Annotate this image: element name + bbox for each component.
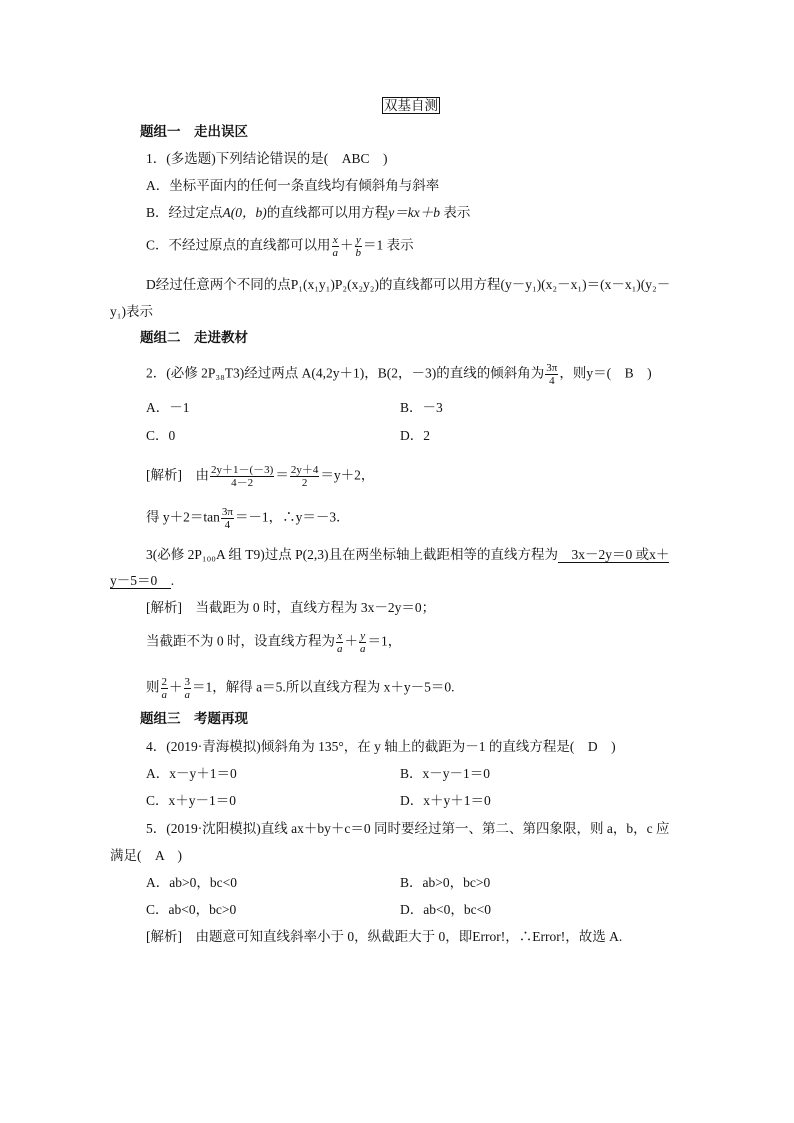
q1-stem: 1．(多选题)下列结论错误的是( ABC ) [146, 151, 388, 166]
q5-solution [146, 928, 622, 946]
q1-option-b [146, 204, 470, 222]
q3-jiexi-label: [解析] [146, 600, 182, 615]
q3-solution-line3 [146, 676, 455, 701]
q3-solution-line1 [146, 599, 435, 617]
q3-sol1: 当截距为 0 时，直线方程为 3x－2y＝0； [195, 600, 436, 615]
q2-sol2-frac: $\frac{3\pi}{4}$ [221, 506, 233, 531]
q4-stem: 4．(2019·青海模拟)倾斜角为 135°，在 y 轴上的截距为－1 的直线方程是( D ) [146, 739, 616, 754]
q1-b-equation: y＝kx＋b [388, 205, 440, 220]
q3-sol2-pre: 当截距不为 0 时，设直线方程为 [146, 633, 335, 649]
q1-b-post: 表示 [443, 205, 471, 220]
q2-sol1-eq: ＝ [275, 467, 289, 483]
q1-option-a: A．坐标平面内的任何一条直线均有倾斜角与斜率 [146, 178, 440, 193]
q2-jiexi-label: [解析] [146, 467, 182, 483]
group3-title: 题组三 考题再现 [140, 711, 248, 726]
q3-answer-part1: 3x－2y＝0 或x＋ [558, 547, 670, 562]
q2-stem [146, 362, 652, 387]
q4-option-b: B．x－y－1＝0 [400, 766, 491, 781]
q2-option-b: B．－3 [400, 400, 443, 415]
q3-stem-line1 [146, 546, 669, 564]
q2-sol1-frac2: $\frac{2y+4}{2}$ [290, 464, 319, 489]
q2-stem-pre: 2．(必修 2P₃₈T3)经过两点 A(4,2y＋1)，B(2，－3)的直线的倾斜角为 [146, 365, 545, 381]
q5-jiexi-label: [解析] [146, 929, 182, 944]
q2-option-a: A．－1 [146, 400, 190, 415]
q3-solution-line2 [146, 630, 401, 655]
q3-sol3-plus: ＋ [169, 679, 183, 695]
q1-option-d-line1: D经过任意两个不同的点P₁(x₁y₁)P₂(x₂y₂)的直线都可以用方程(y－y₁)(x₂－x₁)＝(x－x₁)(y₂－ [146, 277, 671, 292]
q3-sol2-post: ＝1， [367, 633, 402, 649]
q3-answer-part2: y－5＝0 [110, 573, 171, 588]
q3-sol3-post: ＝1，解得 a＝5.所以直线方程为 x＋y－5＝0. [192, 679, 455, 695]
q4-option-d: D．x＋y＋1＝0 [400, 793, 491, 808]
q2-angle-frac: $\frac{3\pi}{4}$ [546, 362, 558, 387]
q5-option-d: D．ab<0，bc<0 [400, 902, 491, 917]
q2-sol1-post: ＝y＋2， [320, 467, 375, 483]
q1-c-pre: C．不经过原点的直线都可以用 [146, 237, 331, 253]
q3-stem-line2 [110, 572, 174, 590]
q3-sol3-frac2: $\frac{3}{a}$ [184, 676, 190, 701]
q2-sol1-frac1: $\frac{2y+1-(-3)}{4-2}$ [211, 464, 274, 489]
q1-c-frac-x-a: $\frac{x}{a}$ [332, 234, 339, 259]
q3-sol2-frac2: $\frac{y}{a}$ [360, 630, 366, 655]
q1-b-point: A(0，b) [222, 205, 267, 220]
q1-option-c: C．不经过原点的直线都可以用 $\frac{x}{a}$ ＋ $\frac{y}{b}$ ＝1 表示 [146, 234, 414, 259]
q2-sol1-pre: 由 [195, 467, 209, 483]
q5-option-c: C．ab<0，bc>0 [146, 902, 237, 917]
q3-sol2-frac1: $\frac{x}{a}$ [337, 630, 343, 655]
group2-title: 题组二 走进教材 [140, 330, 248, 345]
q3-sol3-pre: 则 [146, 679, 160, 695]
q4-option-c: C．x＋y－1＝0 [146, 793, 237, 808]
q4-option-a: A．x－y＋1＝0 [146, 766, 237, 781]
q2-stem-post: ，则y＝( B ) [559, 365, 652, 381]
q2-sol2-pre: 得 y＋2＝tan [146, 509, 220, 525]
q3-sol3-frac1: $\frac{2}{a}$ [161, 676, 167, 701]
q3-stem-pre: 3(必修 2P₁₀₀A 组 T9)过点 P(2,3)且在两坐标轴上截距相等的直线方程为 [146, 547, 558, 562]
q1-c-post: ＝1 表示 [363, 237, 414, 253]
q2-solution-line2 [146, 506, 350, 531]
group1-title: 题组一 走出误区 [140, 124, 248, 139]
q3-sol2-plus: ＋ [344, 633, 358, 649]
q3-stem-end: . [170, 573, 175, 588]
q5-stem-line1: 5．(2019·沈阳模拟)直线 ax＋by＋c＝0 同时要经过第一、第二、第四象限，则 a，b，c 应 [146, 821, 670, 836]
q2-option-c: C．0 [146, 428, 176, 443]
section-heading-text: 双基自测 [384, 98, 438, 113]
q2-sol2-post: ＝－1，∴y＝－3． [234, 509, 350, 525]
q5-stem-line2: 满足( A ) [110, 848, 182, 863]
q5-option-a: A．ab>0，bc<0 [146, 875, 237, 890]
q5-option-b: B．ab>0，bc>0 [400, 875, 491, 890]
section-heading [382, 97, 440, 115]
q2-solution-line1 [146, 464, 374, 489]
q5-sol: 由题意可知直线斜率小于 0，纵截距大于 0，即Error!，∴Error!，故选 A. [195, 929, 623, 944]
q1-b-mid: 的直线都可以用方程 [266, 205, 389, 220]
q1-option-d-line2: y₁)表示 [110, 304, 153, 319]
q1-c-frac-y-b: $\frac{y}{b}$ [355, 234, 362, 259]
q2-option-d: D．2 [400, 428, 430, 443]
q1-b-pre: B．经过定点 [146, 205, 223, 220]
